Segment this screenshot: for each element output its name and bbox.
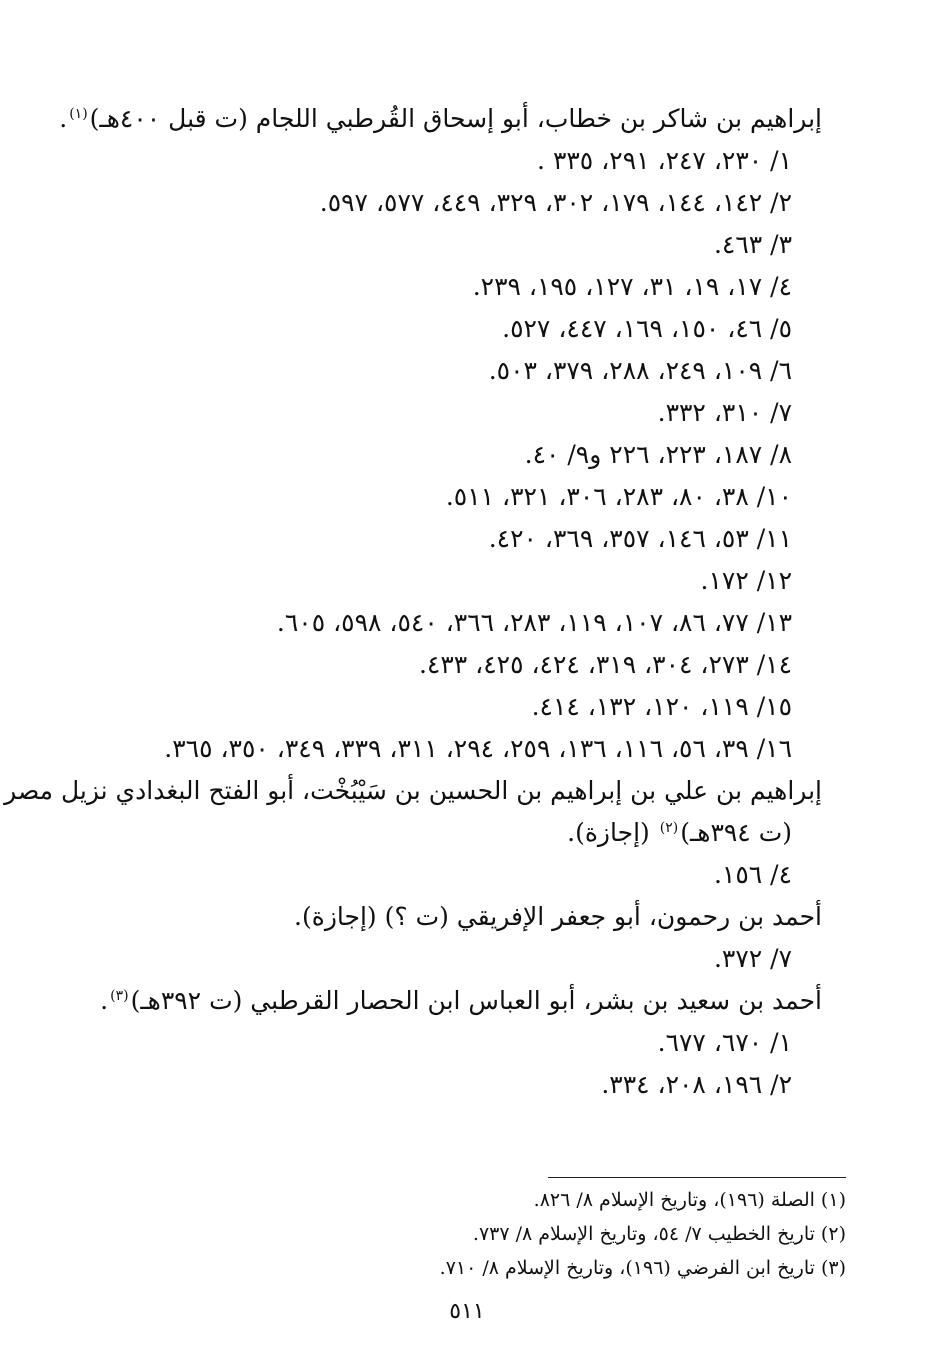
entry-heading: أحمد بن سعيد بن بشر، أبو العباس ابن الحصار القرطبي (ت ٣٩٢هـ)$^{(٣)}$. xyxy=(100,986,822,1015)
footnote: (١) الصلة (١٩٦)، وتاريخ الإسلام ٨/ ٨٢٦. xyxy=(533,1189,846,1211)
volume-reference: ٢/ ١٤٢، ١٤٤، ١٧٩، ٣٠٢، ٣٢٩، ٤٤٩، ٥٧٧، ٥٩٧. xyxy=(319,188,792,217)
volume-reference: ٨/ ١٨٧، ٢٢٣، ٢٢٦ و٩/ ٤٠. xyxy=(524,440,792,469)
volume-reference: ١٤/ ٢٧٣، ٣٠٤، ٣١٩، ٤٢٤، ٤٢٥، ٤٣٣. xyxy=(418,650,792,679)
volume-reference: ٥/ ٤٦، ١٥٠، ١٦٩، ٤٤٧، ٥٢٧. xyxy=(502,314,792,343)
volume-reference: ١٦/ ٣٩، ٥٦، ١١٦، ١٣٦، ٢٥٩، ٢٩٤، ٣١١، ٣٣٩، ٣٤٩، ٣٥٠، ٣٦٥. xyxy=(164,734,792,763)
footnotes xyxy=(100,1183,846,1285)
volume-reference: ١٥/ ١١٩، ١٢٠، ١٣٢، ٤١٤. xyxy=(531,692,792,721)
volume-reference: ١٣/ ٧٧، ٨٦، ١٠٧، ١١٩، ٢٨٣، ٣٦٦، ٥٤٠، ٥٩٨، ٦٠٥. xyxy=(276,608,792,637)
entry-heading-continuation: (ت ٣٩٤هـ)$^{(٢)}$ (إجازة). xyxy=(567,818,792,847)
footnote-marker: (١) xyxy=(69,106,88,122)
volume-reference: ٧/ ٣١٠، ٣٣٢. xyxy=(657,398,792,427)
page-number: ٥١١ xyxy=(449,1299,485,1324)
volume-reference: ٢/ ١٩٦، ٢٠٨، ٣٣٤. xyxy=(601,1070,792,1099)
volume-reference: ٧/ ٣٧٢. xyxy=(713,944,792,973)
entry-heading: إبراهيم بن علي بن إبراهيم بن الحسين بن سَيْبُخْت، أبو الفتح البغدادي نزيل مصر xyxy=(4,776,822,805)
footnote-marker: (٢) xyxy=(659,820,679,836)
volume-reference: ١٠/ ٣٨، ٨٠، ٢٨٣، ٣٠٦، ٣٢١، ٥١١. xyxy=(445,482,792,511)
volume-reference: ١٢/ ١٧٢. xyxy=(700,566,792,595)
volume-reference: ١/ ٦٧٠، ٦٧٧. xyxy=(657,1028,792,1057)
index-entries xyxy=(4,98,822,1106)
footnote: (٢) تاريخ الخطيب ٧/ ٥٤، وتاريخ الإسلام ٨/ ٧٣٧. xyxy=(472,1223,846,1245)
footnote: (٣) تاريخ ابن الفرضي (١٩٦)، وتاريخ الإسلام ٨/ ٧١٠. xyxy=(439,1257,846,1279)
volume-reference: ٦/ ١٠٩، ٢٤٩، ٢٨٨، ٣٧٩، ٥٠٣. xyxy=(488,356,792,385)
footnote-marker: (٣) xyxy=(110,988,129,1004)
volume-reference: ٤/ ١٥٦. xyxy=(713,860,792,889)
volume-reference: ١/ ٢٣٠، ٢٤٧، ٢٩١، ٣٣٥ . xyxy=(537,146,792,175)
footnote-separator xyxy=(548,1177,846,1178)
volume-reference: ١١/ ٥٣، ١٤٦، ٣٥٧، ٣٦٩، ٤٢٠. xyxy=(488,524,792,553)
entry-heading: أحمد بن رحمون، أبو جعفر الإفريقي (ت ؟) (إجازة). xyxy=(294,902,822,931)
entry-heading: إبراهيم بن شاكر بن خطاب، أبو إسحاق القُرطبي اللجام (ت قبل ٤٠٠هـ)$^{(١)}$. xyxy=(59,104,822,133)
volume-reference: ٣/ ٤٦٣. xyxy=(713,230,792,259)
volume-reference: ٤/ ١٧، ١٩، ٣١، ١٢٧، ١٩٥، ٢٣٩. xyxy=(472,272,792,301)
